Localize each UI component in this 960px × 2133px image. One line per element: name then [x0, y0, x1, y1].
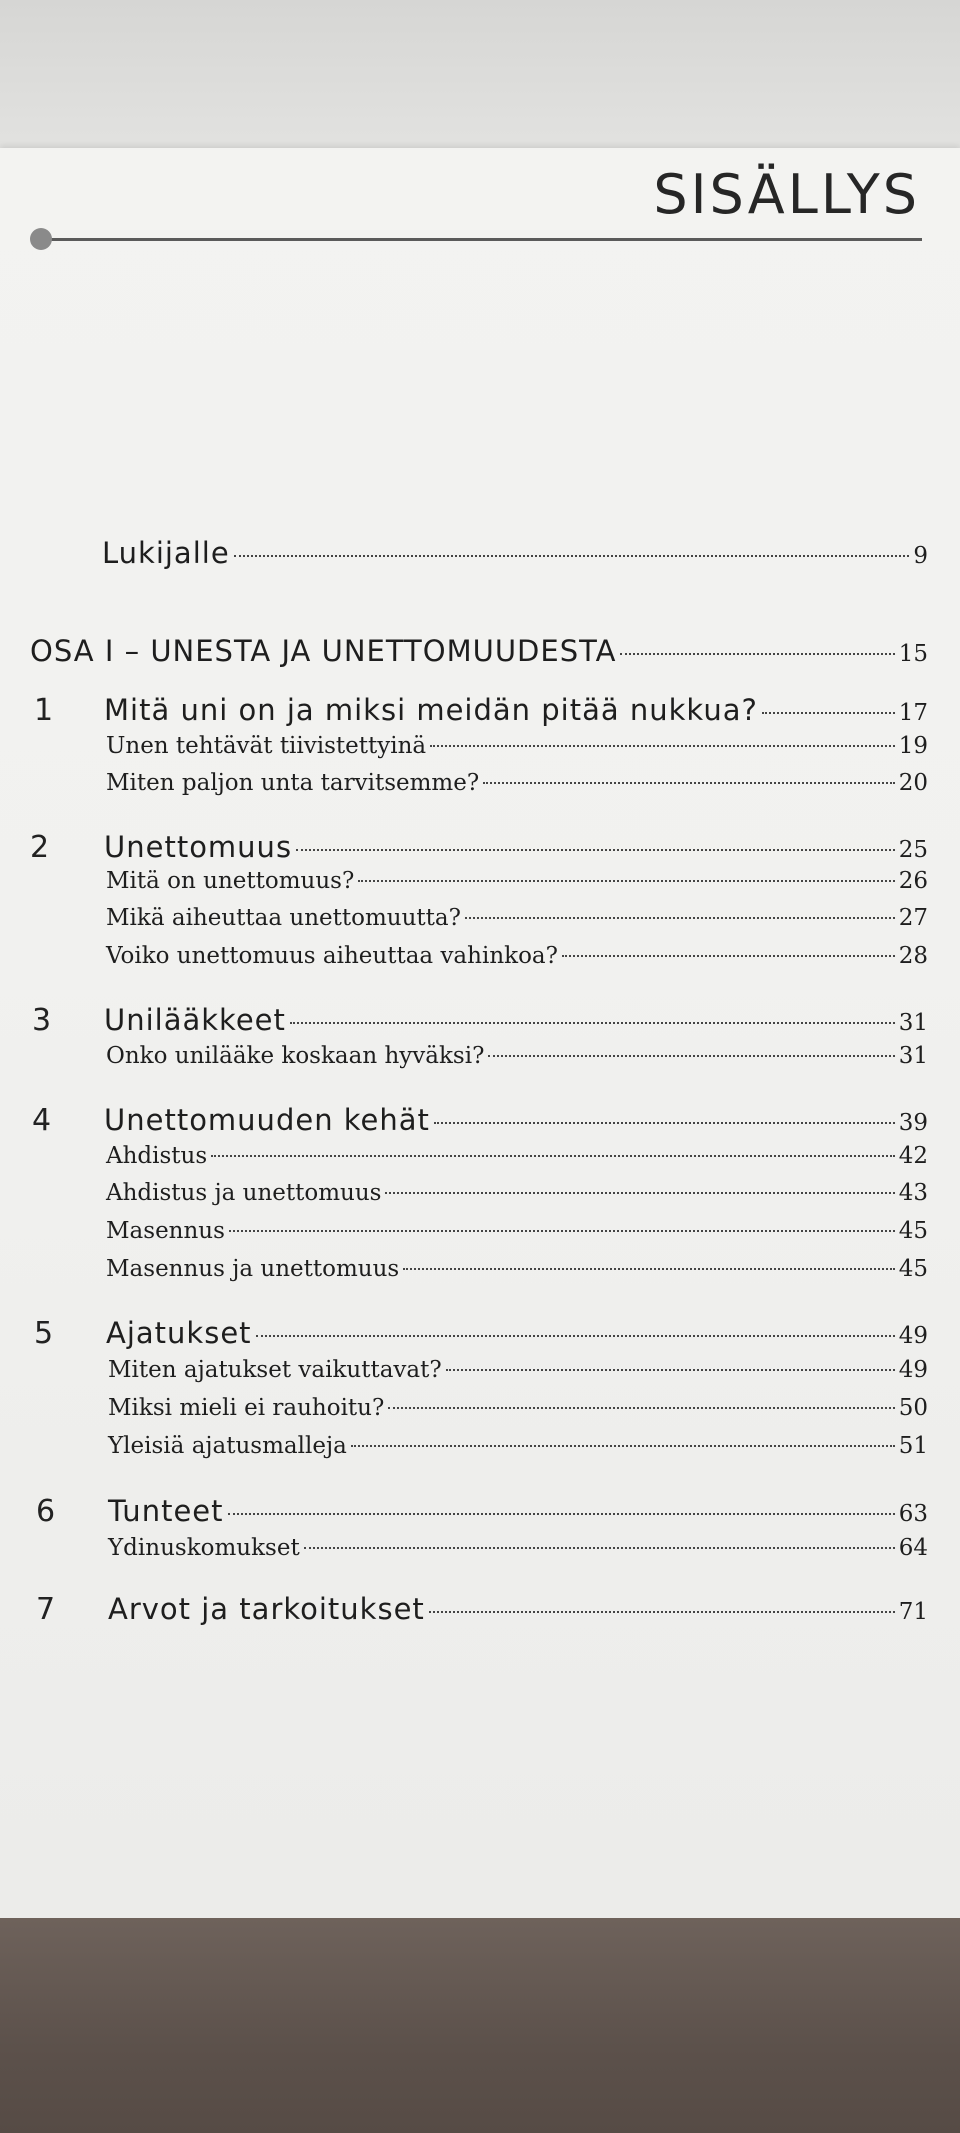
toc-page-number: 45 [898, 1218, 928, 1244]
toc-section [106, 943, 928, 969]
title-rule [32, 238, 922, 241]
toc-section [106, 733, 928, 759]
toc-entry-label: Masennus [106, 1218, 225, 1244]
toc-entry-label: Ahdistus ja unettomuus [106, 1180, 382, 1206]
toc-section [106, 1256, 928, 1282]
toc-entry-label: Lukijalle [102, 536, 230, 570]
toc-entry-foreword [102, 536, 928, 570]
chapter-number: 7 [36, 1592, 56, 1627]
dot-leader [465, 917, 895, 919]
dot-leader [304, 1547, 895, 1549]
toc-entry-label: Unettomuuden kehät [104, 1103, 430, 1137]
toc-page-number: 20 [898, 770, 928, 796]
toc-page-number: 64 [898, 1535, 928, 1561]
toc-entry-label: Ahdistus [106, 1143, 208, 1169]
background-above-page [0, 0, 960, 150]
toc-entry-label: Arvot ja tarkoitukset [108, 1592, 425, 1626]
dot-leader [211, 1155, 895, 1157]
toc-entry-label: Ydinuskomukset [108, 1535, 300, 1561]
toc-entry-label: Yleisiä ajatusmalleja [108, 1433, 347, 1459]
toc-section [106, 868, 928, 894]
toc-chapter-1 [104, 693, 928, 727]
toc-page-number: 43 [898, 1180, 928, 1206]
chapter-number: 3 [32, 1003, 52, 1038]
toc-section [108, 1357, 928, 1383]
toc-chapter-7 [108, 1592, 928, 1626]
toc-entry-label: Onko unilääke koskaan hyväksi? [106, 1043, 485, 1069]
toc-section [108, 1433, 928, 1459]
dot-leader [351, 1445, 895, 1447]
toc-page-number: 63 [898, 1501, 928, 1527]
toc-part-heading [30, 634, 928, 668]
dot-leader [290, 1022, 895, 1024]
dot-leader [403, 1268, 895, 1270]
toc-chapter-6 [108, 1494, 928, 1528]
toc-page-number: 49 [898, 1357, 928, 1383]
rule-dot [30, 228, 52, 250]
dot-leader [228, 1513, 895, 1515]
toc-section [106, 1218, 928, 1244]
toc-section [106, 1143, 928, 1169]
chapter-number: 5 [34, 1316, 54, 1351]
toc-chapter-4 [104, 1103, 928, 1137]
toc-page-number: 42 [898, 1143, 928, 1169]
toc-entry-label: Miksi mieli ei rauhoitu? [108, 1395, 385, 1421]
toc-chapter-2 [104, 830, 928, 864]
toc-page-number: 19 [898, 733, 928, 759]
toc-entry-label: Masennus ja unettomuus [106, 1256, 400, 1282]
toc-page-number: 9 [913, 543, 928, 569]
dot-leader [358, 880, 894, 882]
chapter-number: 6 [36, 1494, 56, 1529]
toc-section [106, 1043, 928, 1069]
chapter-number: 4 [32, 1103, 52, 1138]
toc-section [106, 770, 928, 796]
toc-entry-label: Unettomuus [104, 830, 293, 864]
toc-chapter-5 [106, 1316, 928, 1350]
dot-leader [488, 1055, 894, 1057]
toc-section [106, 905, 928, 931]
dot-leader [620, 653, 894, 655]
dot-leader [229, 1230, 895, 1232]
page-title: SISÄLLYS [653, 163, 920, 226]
toc-page-number: 26 [898, 868, 928, 894]
toc-entry-label: Unen tehtävät tiivistettyinä [106, 733, 427, 759]
toc-entry-label: Ajatukset [106, 1316, 252, 1350]
chapter-number: 1 [34, 693, 54, 728]
dot-leader [446, 1369, 895, 1371]
dot-leader [296, 849, 895, 851]
dot-leader [434, 1122, 895, 1124]
toc-section [108, 1395, 928, 1421]
toc-page-number: 39 [898, 1110, 928, 1136]
toc-page-number: 27 [898, 905, 928, 931]
toc-page-number: 51 [898, 1433, 928, 1459]
toc-entry-label: Mitä on unettomuus? [106, 868, 355, 894]
toc-page-number: 31 [898, 1010, 928, 1036]
toc-page-number: 15 [898, 641, 928, 667]
dot-leader [762, 712, 895, 714]
dot-leader [385, 1192, 894, 1194]
toc-entry-label: Mitä uni on ja miksi meidän pitää nukkua? [104, 693, 758, 727]
toc-entry-label: Tunteet [108, 1494, 224, 1528]
toc-page-number: 31 [898, 1043, 928, 1069]
toc-page-number: 17 [898, 700, 928, 726]
toc-entry-label: Mikä aiheuttaa unettomuutta? [106, 905, 461, 931]
toc-entry-label: Unilääkkeet [104, 1003, 286, 1037]
toc-chapter-3 [104, 1003, 928, 1037]
toc-section [106, 1180, 928, 1206]
toc-entry-label: Voiko unettomuus aiheuttaa vahinkoa? [106, 943, 558, 969]
toc-page-number: 25 [898, 837, 928, 863]
toc-page-number: 50 [898, 1395, 928, 1421]
dot-leader [388, 1407, 894, 1409]
dot-leader [562, 955, 895, 957]
chapter-number: 2 [30, 830, 50, 865]
toc-page-number: 28 [898, 943, 928, 969]
dot-leader [429, 1611, 895, 1613]
toc-page-number: 45 [898, 1256, 928, 1282]
dot-leader [430, 745, 895, 747]
toc-entry-label: Miten ajatukset vaikuttavat? [108, 1357, 442, 1383]
toc-entry-label: Miten paljon unta tarvitsemme? [106, 770, 480, 796]
dot-leader [234, 555, 910, 557]
toc-page-number: 71 [898, 1599, 928, 1625]
toc-page-number: 49 [898, 1323, 928, 1349]
dot-leader [483, 782, 895, 784]
part-heading-label: OSA I – UNESTA JA UNETTOMUUDESTA [30, 634, 617, 668]
toc-section [108, 1535, 928, 1561]
table-surface [0, 1918, 960, 2133]
dot-leader [256, 1335, 895, 1337]
